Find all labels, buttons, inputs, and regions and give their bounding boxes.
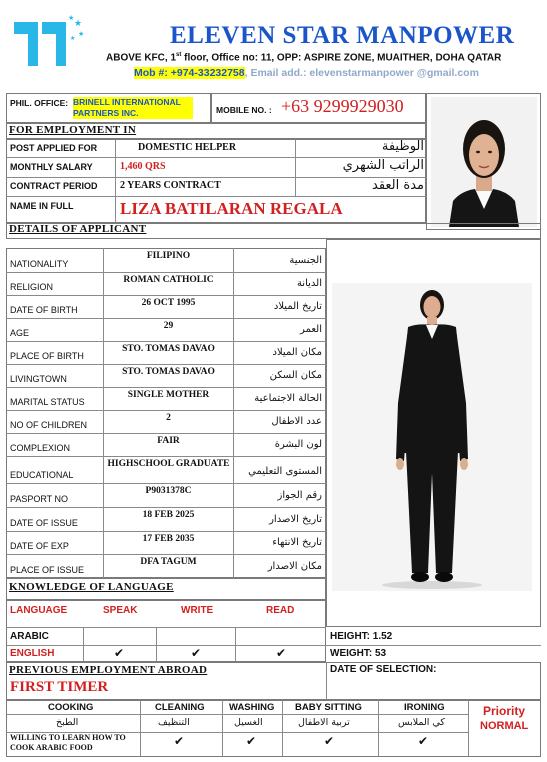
pasport-no-value: P9031378C [145, 486, 192, 496]
washing-check: ✔ [246, 734, 257, 748]
no-of-children-value: 2 [166, 413, 171, 423]
place-of-issue-label: PLACE OF ISSUE [10, 565, 85, 575]
monthly-salary-arabic: الراتب الشهري [342, 158, 424, 173]
educational-value: HIGHSCHOOL GRADUATE [107, 459, 230, 469]
date-of-birth-arabic: تاريخ الميلاد [273, 301, 322, 312]
details-section-title: DETAILS OF APPLICANT [9, 223, 147, 235]
no-of-children-arabic: عدد الاطفال [271, 416, 322, 427]
english-read-check: ✔ [276, 646, 287, 660]
email-contact: , Email add.: elevenstarmanpower @gmail.com [244, 67, 479, 79]
skill-cooking-arabic: الطبخ [56, 717, 79, 728]
date-of-birth-value: 26 OCT 1995 [141, 298, 196, 308]
english-language-label: ENGLISH [10, 648, 55, 659]
weight-field: WEIGHT: 53 [330, 648, 387, 659]
complexion-label: COMPLEXION [10, 443, 71, 453]
contract-period-arabic: مدة العقد [372, 178, 424, 193]
company-name: ELEVEN STAR MANPOWER [170, 22, 515, 49]
livingtown-label: LIVINGTOWN [10, 374, 67, 384]
date-of-issue-arabic: تاريخ الاصدار [269, 514, 322, 525]
ironing-check: ✔ [418, 734, 429, 748]
mobile-value: +63 9299929030 [281, 96, 404, 116]
language-section-title: KNOWLEDGE OF LANGUAGE [9, 581, 174, 593]
skill-cleaning-arabic: التنظيف [158, 717, 190, 728]
cleaning-check: ✔ [174, 734, 185, 748]
contact-line [134, 67, 479, 79]
contract-period-value: 2 YEARS CONTRACT [120, 180, 221, 191]
date-of-issue-label: DATE OF ISSUE [10, 518, 78, 528]
religion-label: RELIGION [10, 282, 54, 292]
skill-ironing-arabic: كي الملابس [398, 717, 445, 728]
place-of-birth-value: STO. TOMAS DAVAO [122, 344, 215, 354]
age-label: AGE [10, 328, 30, 338]
skill-babysitting-arabic: تربية الاطفال [298, 717, 350, 728]
place-of-issue-arabic: مكان الاصدار [267, 561, 322, 572]
educational-arabic: المستوى التعليمي [248, 466, 322, 477]
height-field: HEIGHT: 1.52 [330, 631, 393, 642]
language-header: LANGUAGE [10, 605, 68, 616]
contract-period-label: CONTRACT PERIOD [10, 181, 98, 191]
place-of-issue-value: DFA TAGUM [140, 557, 197, 567]
skill-cleaning-header: CLEANING [155, 702, 205, 713]
post-applied-label: POST APPLIED FOR [10, 143, 98, 153]
educational-label: EDUCATIONAL [10, 470, 74, 480]
svg-text:★: ★ [68, 14, 75, 22]
company-logo [8, 12, 86, 70]
monthly-salary-value: 1,460 QRS [120, 161, 166, 172]
pasport-no-arabic: رقم الجواز [277, 490, 322, 501]
post-applied-value: DOMESTIC HELPER [138, 142, 237, 153]
date-of-issue-value: 18 FEB 2025 [142, 510, 195, 520]
priority-label: Priority [483, 704, 526, 718]
religion-arabic: الديانة [296, 278, 322, 289]
age-arabic: العمر [300, 324, 322, 335]
full-name-value: LIZA BATILARAN REGALA [120, 199, 343, 218]
previous-employment-value: FIRST TIMER [10, 679, 109, 695]
phil-office-label: PHIL. OFFICE: [10, 98, 69, 108]
nationality-arabic: الجنسية [289, 255, 322, 266]
date-of-birth-label: DATE OF BIRTH [10, 305, 78, 315]
english-speak-check: ✔ [114, 646, 125, 660]
livingtown-arabic: مكان السكن [269, 370, 322, 381]
priority-value: NORMAL [480, 720, 529, 732]
full-body-photo [332, 283, 532, 591]
nationality-label: NATIONALITY [10, 259, 69, 269]
place-of-birth-label: PLACE OF BIRTH [10, 351, 84, 361]
svg-text:★: ★ [78, 30, 85, 38]
employment-section-title: FOR EMPLOYMENT IN [9, 124, 137, 136]
phil-office-value: BRINELL INTERNATIONAL PARTNERS INC. [73, 97, 193, 119]
complexion-value: FAIR [157, 436, 180, 446]
svg-text:★: ★ [70, 35, 76, 42]
skill-ironing-header: IRONING [404, 702, 445, 713]
marital-status-value: SINGLE MOTHER [127, 390, 210, 400]
svg-text:★: ★ [74, 19, 83, 29]
livingtown-value: STO. TOMAS DAVAO [122, 367, 215, 377]
write-header: WRITE [181, 605, 214, 616]
monthly-salary-label: MONTHLY SALARY [10, 162, 93, 172]
portrait-photo [431, 97, 537, 227]
date-of-exp-value: 17 FEB 2035 [142, 534, 195, 544]
place-of-birth-arabic: مكان الميلاد [272, 347, 322, 358]
marital-status-arabic: الحالة الاجتماعية [254, 393, 322, 404]
read-header: READ [266, 605, 295, 616]
skill-cooking-header: COOKING [48, 702, 94, 713]
nationality-value: FILIPINO [146, 251, 191, 261]
pasport-no-label: PASPORT NO [10, 494, 69, 504]
marital-status-label: MARITAL STATUS [10, 397, 85, 407]
religion-value: ROMAN CATHOLIC [123, 275, 214, 285]
previous-employment-title: PREVIOUS EMPLOYMENT ABROAD [9, 664, 208, 676]
english-write-check: ✔ [191, 646, 202, 660]
skill-washing-header: WASHING [229, 702, 275, 713]
skill-washing-arabic: الغسيل [234, 717, 263, 728]
cooking-note: WILLING TO LEARN HOW TO COOK ARABIC FOOD [10, 733, 126, 752]
arabic-language-label: ARABIC [10, 631, 49, 642]
company-address: ABOVE KFC, 1st floor, Office no: 11, OPP: ASPIRE ZONE, MUAITHER, DOHA QATAR [106, 52, 502, 64]
date-of-selection-label: DATE OF SELECTION: [330, 664, 437, 675]
complexion-arabic: لون البشرة [274, 439, 322, 450]
speak-header: SPEAK [103, 605, 138, 616]
mobile-label: MOBILE NO. : [216, 105, 272, 115]
date-of-exp-arabic: تاريخ الانتهاء [272, 537, 322, 548]
babysitting-check: ✔ [324, 734, 335, 748]
full-name-label: NAME IN FULL [10, 201, 74, 211]
age-value: 29 [163, 321, 174, 331]
date-of-exp-label: DATE OF EXP [10, 541, 69, 551]
no-of-children-label: NO OF CHILDREN [10, 420, 88, 430]
post-applied-arabic: الوظيفة [381, 139, 424, 154]
skill-babysitting-header: BABY SITTING [295, 702, 362, 713]
mobile-contact: Mob #: +974-33232758 [134, 67, 245, 79]
